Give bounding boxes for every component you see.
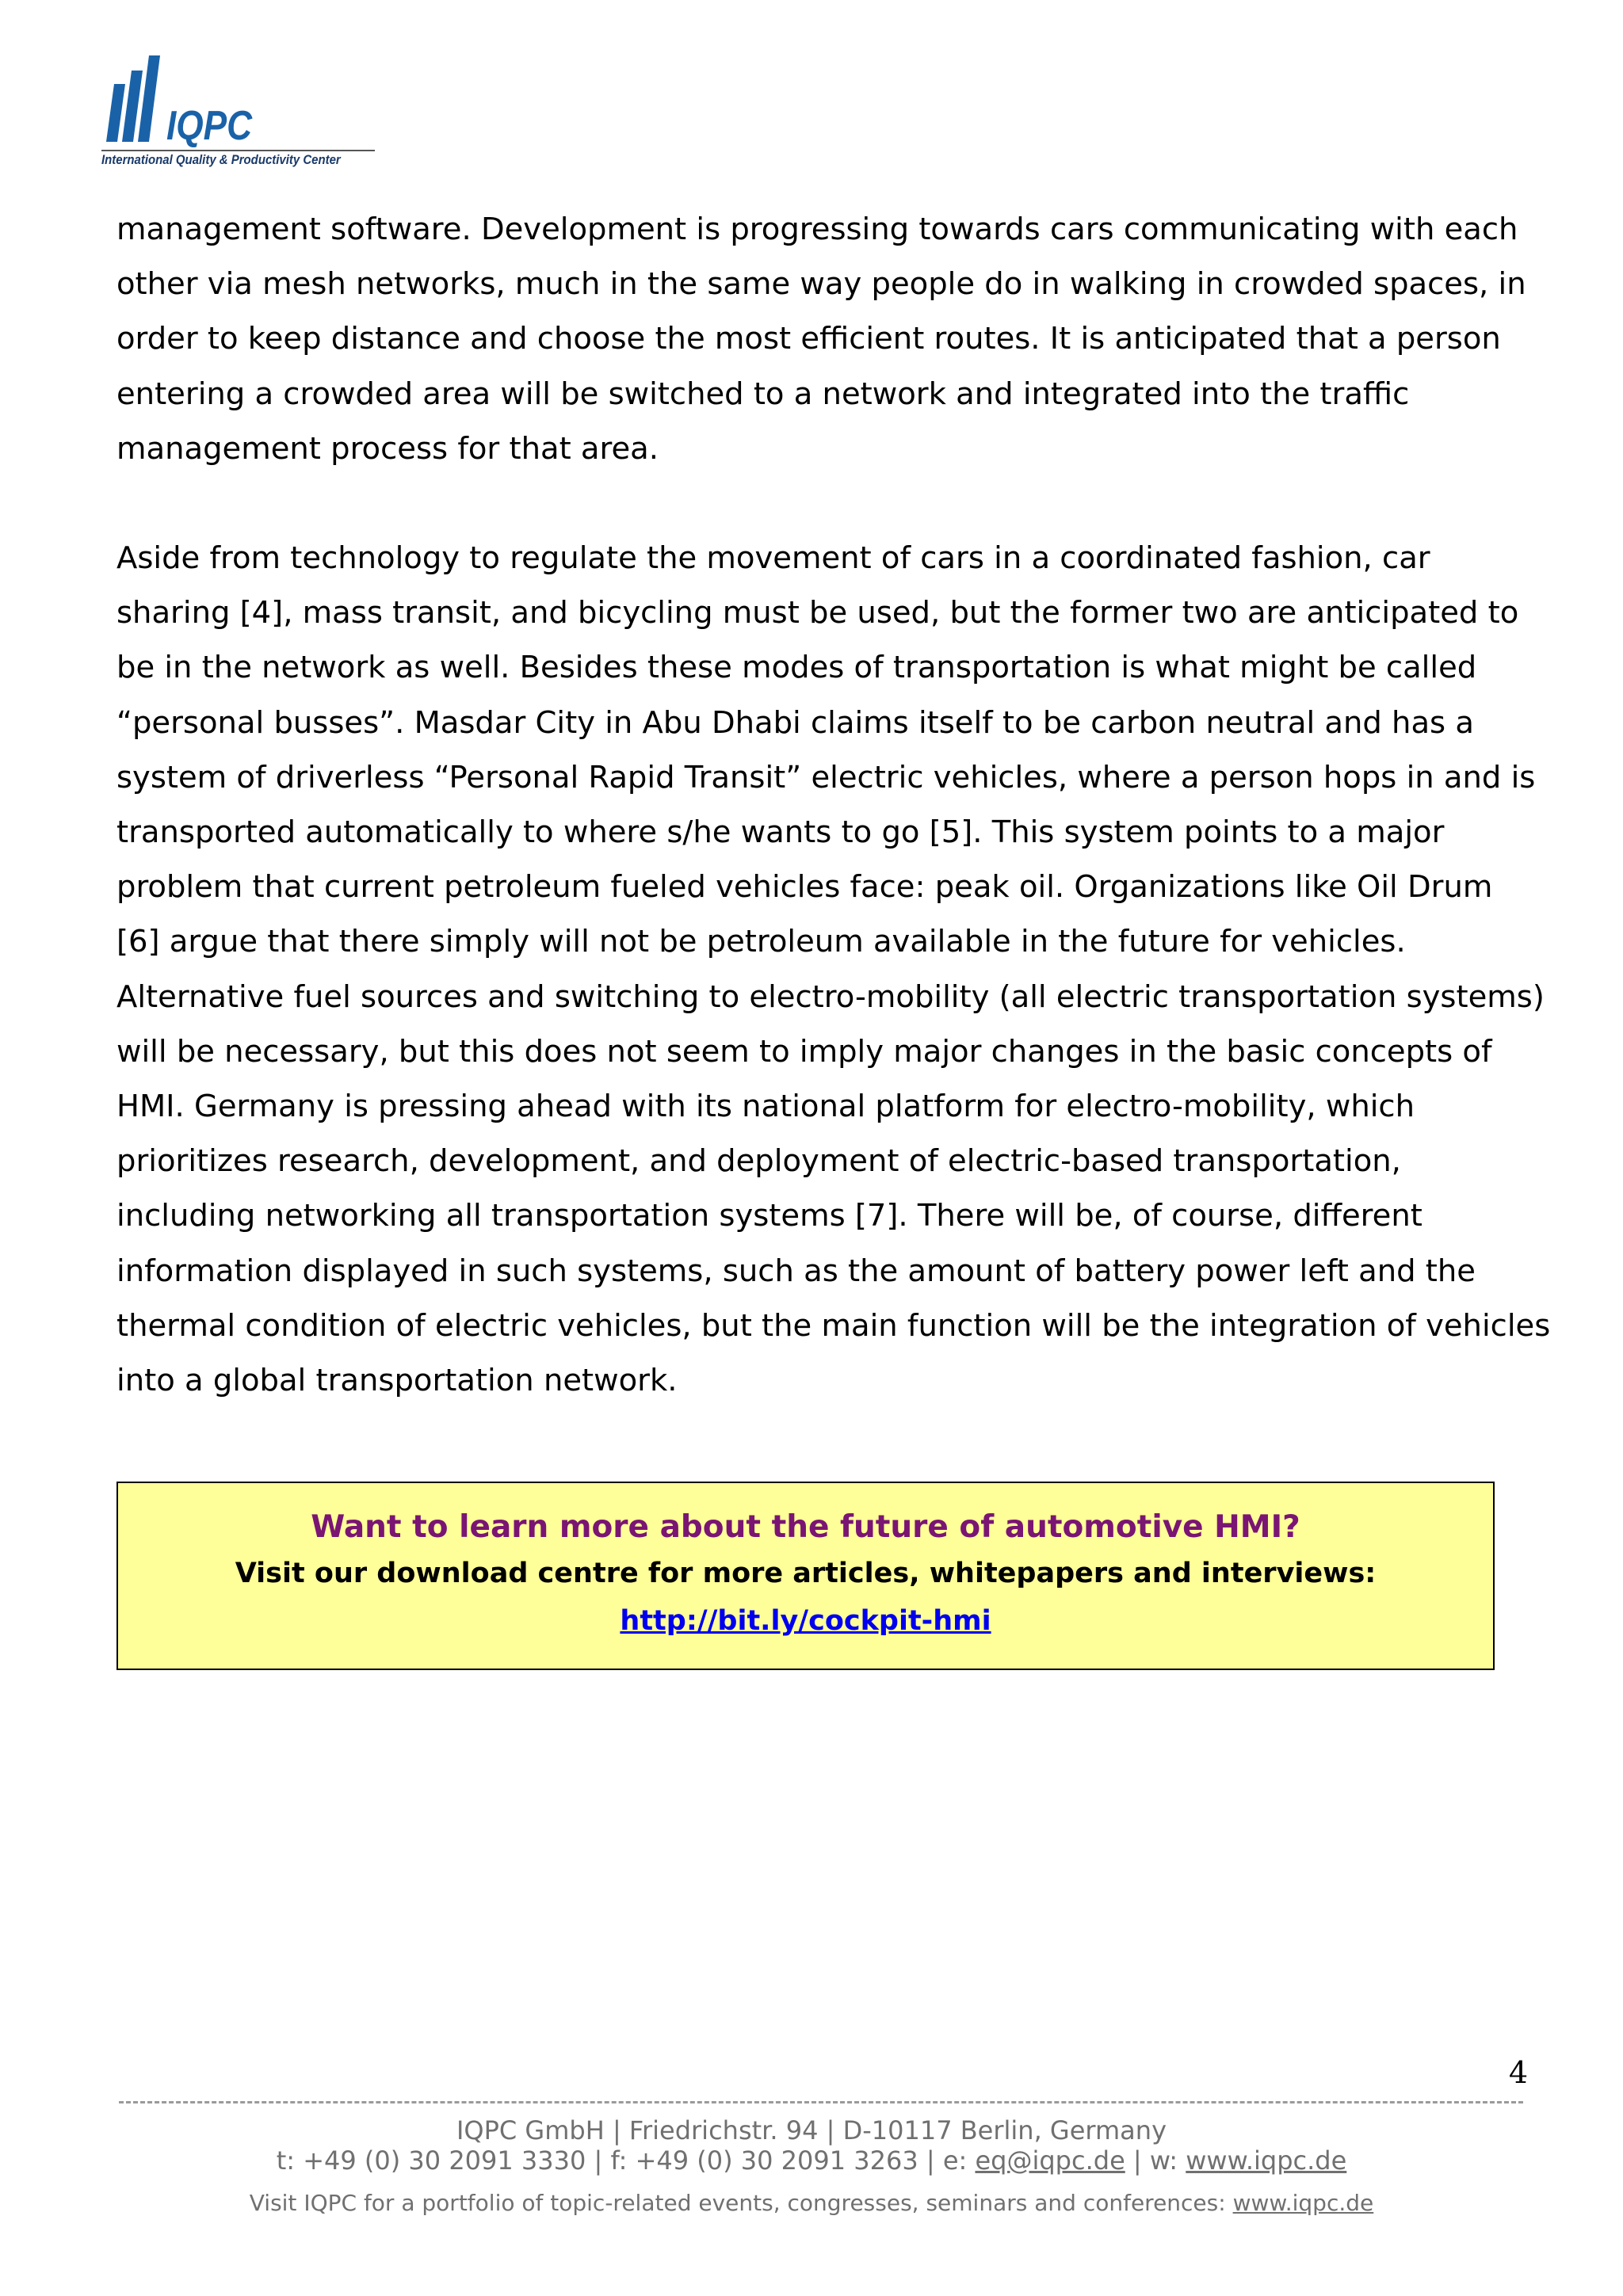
cta-subheading: Visit our download centre for more articles, whitepapers and interviews: (235, 1558, 1377, 1589)
footer-divider (119, 2101, 1523, 2103)
iqpc-logo (101, 51, 379, 177)
footer-address: IQPC GmbH | Friedrichstr. 94 | D-10117 Berlin, Germany (456, 2115, 1167, 2145)
text-line: into a global transportation network. (116, 1363, 678, 1399)
footer-promo-text: Visit IQPC for a portfolio of topic-related events, congresses, seminars and conferences: (249, 2190, 1233, 2216)
text-line: Alternative fuel sources and switching to electro-mobility (all electric transportation systems) (116, 978, 1545, 1015)
cta-heading: Want to learn more about the future of automotive HMI? (311, 1509, 1300, 1545)
paragraph-2 (116, 531, 1551, 1408)
paragraph-1 (116, 202, 1535, 476)
text-line: HMI. Germany is pressing ahead with its national platform for electro-mobility, which (116, 1089, 1415, 1125)
text-line: Aside from technology to regulate the movement of cars in a coordinated fashion, car (116, 540, 1430, 577)
text-line: order to keep distance and choose the most efficient routes. It is anticipated that a person (116, 321, 1501, 357)
page-number: 4 (1508, 2055, 1528, 2090)
text-line: will be necessary, but this does not seem to imply major changes in the basic concepts of (116, 1033, 1492, 1070)
footer-email-link[interactable]: eq@iqpc.de (975, 2145, 1125, 2176)
footer-promo (0, 2190, 1623, 2216)
footer-web-label: | w: (1125, 2145, 1186, 2176)
logo-divider (101, 150, 375, 151)
text-line: system of driverless “Personal Rapid Transit” electric vehicles, where a person hops in and is (116, 759, 1536, 795)
logo-tagline: International Quality & Productivity Center (101, 152, 341, 167)
text-line: transported automatically to where s/he wants to go [5]. This system points to a major (116, 814, 1445, 851)
footer-contact (0, 2145, 1623, 2176)
text-line: problem that current petroleum fueled vehicles face: peak oil. Organizations like Oil Drum (116, 869, 1493, 906)
text-line: “personal busses”. Masdar City in Abu Dhabi claims itself to be carbon neutral and has a (116, 704, 1474, 741)
text-line: management software. Development is progressing towards cars communicating with each (116, 212, 1518, 247)
logo-name: IQPC (166, 103, 253, 149)
text-line: entering a crowded area will be switched to a network and integrated into the traffic (116, 376, 1410, 412)
text-line: information displayed in such systems, such as the amount of battery power left and the (116, 1253, 1476, 1289)
text-line: prioritizes research, development, and deployment of electric-based transportation, (116, 1143, 1401, 1180)
text-line: including networking all transportation systems [7]. There will be, of course, different (116, 1198, 1423, 1234)
cta-download-link[interactable]: http://bit.ly/cockpit-hmi (620, 1605, 991, 1637)
text-line: thermal condition of electric vehicles, but the main function will be the integration of vehicles (116, 1307, 1551, 1344)
logo-stripes-icon (101, 51, 165, 146)
article-body (116, 202, 1551, 1408)
text-line: other via mesh networks, much in the same way people do in walking in crowded spaces, in (116, 266, 1526, 303)
footer-website-link[interactable]: www.iqpc.de (1186, 2145, 1347, 2176)
footer-phone-fax: t: +49 (0) 30 2091 3330 | f: +49 (0) 30 2091 3263 | e: (276, 2145, 976, 2176)
text-line: [6] argue that there simply will not be petroleum available in the future for vehicles. (116, 924, 1406, 960)
text-line: sharing [4], mass transit, and bicycling must be used, but the former two are anticipated to (116, 595, 1519, 631)
text-line: management process for that area. (116, 430, 659, 467)
text-line: be in the network as well. Besides these modes of transportation is what might be called (116, 650, 1477, 686)
cta-box (116, 1482, 1495, 1670)
footer-promo-link[interactable]: www.iqpc.de (1232, 2190, 1374, 2216)
